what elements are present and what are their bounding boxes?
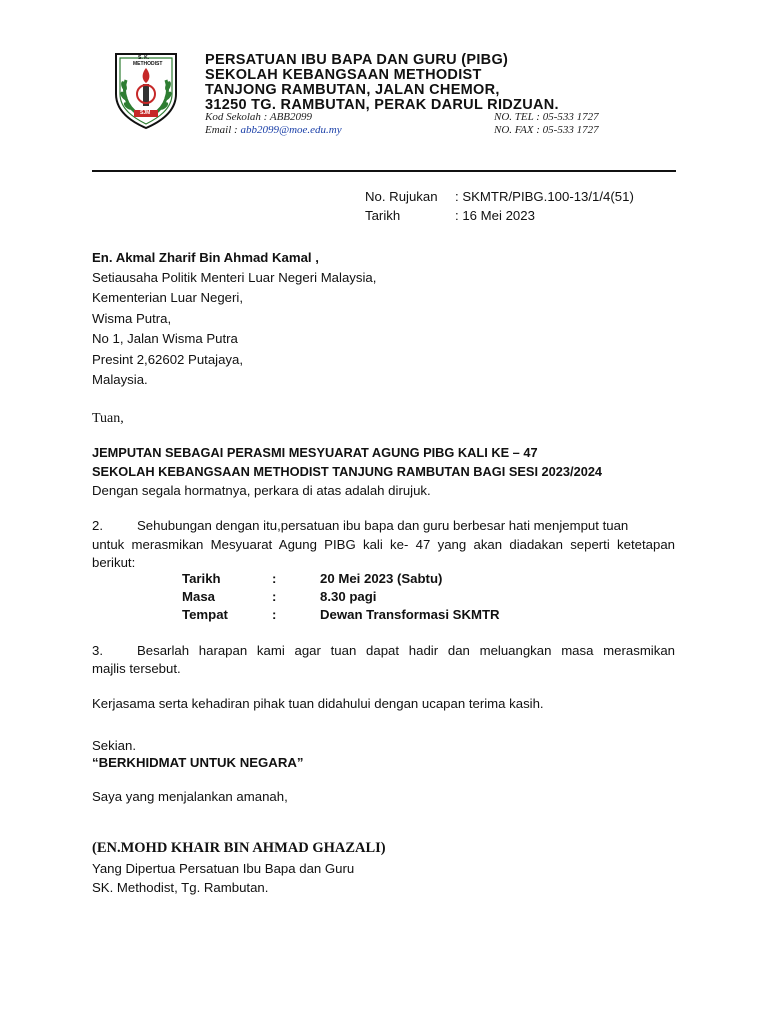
thanks-paragraph: Kerjasama serta kehadiran pihak tuan didahului dengan ucapan terima kasih.: [92, 696, 544, 711]
detail-separator: :: [272, 571, 277, 586]
closing-amanah: Saya yang menjalankan amanah,: [92, 789, 288, 804]
intro-paragraph: Dengan segala hormatnya, perkara di atas adalah dirujuk.: [92, 483, 431, 498]
letterhead-divider: [92, 170, 676, 172]
recipient-name: En. Akmal Zharif Bin Ahmad Kamal ,: [92, 250, 319, 265]
salutation: Tuan,: [92, 411, 124, 426]
email-label: Email :: [205, 124, 241, 136]
detail-separator: :: [272, 589, 277, 604]
paragraph-2-rest: untuk merasmikan Mesyuarat Agung PIBG kali ke- 47 yang akan diadakan seperti ketetapan berikut:: [92, 537, 675, 570]
subject-line-2: SEKOLAH KEBANGSAAN METHODIST TANJUNG RAMBUTAN BAGI SESI 2023/2024: [92, 464, 603, 479]
date-label: Tarikh: [365, 208, 401, 223]
recipient-line: Wisma Putra,: [92, 311, 172, 326]
detail-label-masa: Masa: [182, 589, 215, 604]
detail-value-tempat: Dewan Transformasi SKMTR: [320, 607, 500, 622]
email-line: [205, 124, 342, 136]
detail-value-masa: 8.30 pagi: [320, 589, 377, 604]
crest-middle-text: METHODIST: [133, 61, 163, 67]
reference-label: No. Rujukan: [365, 189, 438, 204]
crest-top-text: S. K.: [138, 55, 150, 61]
email-address[interactable]: abb2099@moe.edu.my: [240, 124, 342, 136]
paragraph-3-number: 3.: [92, 643, 103, 658]
recipient-line: Setiausaha Politik Menteri Luar Negeri Malaysia,: [92, 270, 377, 285]
signatory-organisation: SK. Methodist, Tg. Rambutan.: [92, 880, 269, 895]
detail-value-tarikh: 20 Mei 2023 (Sabtu): [320, 571, 443, 586]
school-code: Kod Sekolah : ABB2099: [205, 111, 313, 123]
reference-value: : SKMTR/PIBG.100-13/1/4(51): [455, 189, 634, 204]
recipient-line: Kementerian Luar Negeri,: [92, 290, 244, 305]
paragraph-2-first-line: Sehubungan dengan itu,persatuan ibu bapa dan guru berbesar hati menjemput tuan: [137, 518, 629, 533]
crest-ribbon-text: SJM: [140, 110, 151, 116]
paragraph-3-rest: majlis tersebut.: [92, 661, 181, 676]
letterhead-line-1: PERSATUAN IBU BAPA DAN GURU (PIBG): [205, 52, 509, 68]
telephone-number: NO. TEL : 05-533 1727: [494, 111, 599, 123]
letterhead-line-4: 31250 TG. RAMBUTAN, PERAK DARUL RIDZUAN.: [205, 97, 559, 113]
recipient-line: No 1, Jalan Wisma Putra: [92, 331, 238, 346]
detail-label-tempat: Tempat: [182, 607, 228, 622]
date-value: : 16 Mei 2023: [455, 208, 535, 223]
signatory-name: (EN.MOHD KHAIR BIN AHMAD GHAZALI): [92, 840, 386, 856]
school-crest-icon: [108, 50, 184, 130]
detail-separator: :: [272, 607, 277, 622]
subject-line-1: JEMPUTAN SEBAGAI PERASMI MESYUARAT AGUNG PIBG KALI KE – 47: [92, 445, 538, 460]
paragraph-2-number: 2.: [92, 518, 103, 533]
signatory-title: Yang Dipertua Persatuan Ibu Bapa dan Guru: [92, 861, 355, 876]
letterhead-line-2: SEKOLAH KEBANGSAAN METHODIST: [205, 67, 482, 83]
letterhead-line-3: TANJONG RAMBUTAN, JALAN CHEMOR,: [205, 82, 500, 98]
recipient-line: Presint 2,62602 Putajaya,: [92, 352, 244, 367]
closing-sekian: Sekian.: [92, 738, 136, 753]
paragraph-3-first-line: Besarlah harapan kami agar tuan dapat hadir dan meluangkan masa merasmikan: [137, 643, 675, 658]
closing-motto: “BERKHIDMAT UNTUK NEGARA”: [92, 755, 304, 770]
detail-label-tarikh: Tarikh: [182, 571, 221, 586]
recipient-line: Malaysia.: [92, 372, 148, 387]
fax-number: NO. FAX : 05-533 1727: [494, 124, 599, 136]
